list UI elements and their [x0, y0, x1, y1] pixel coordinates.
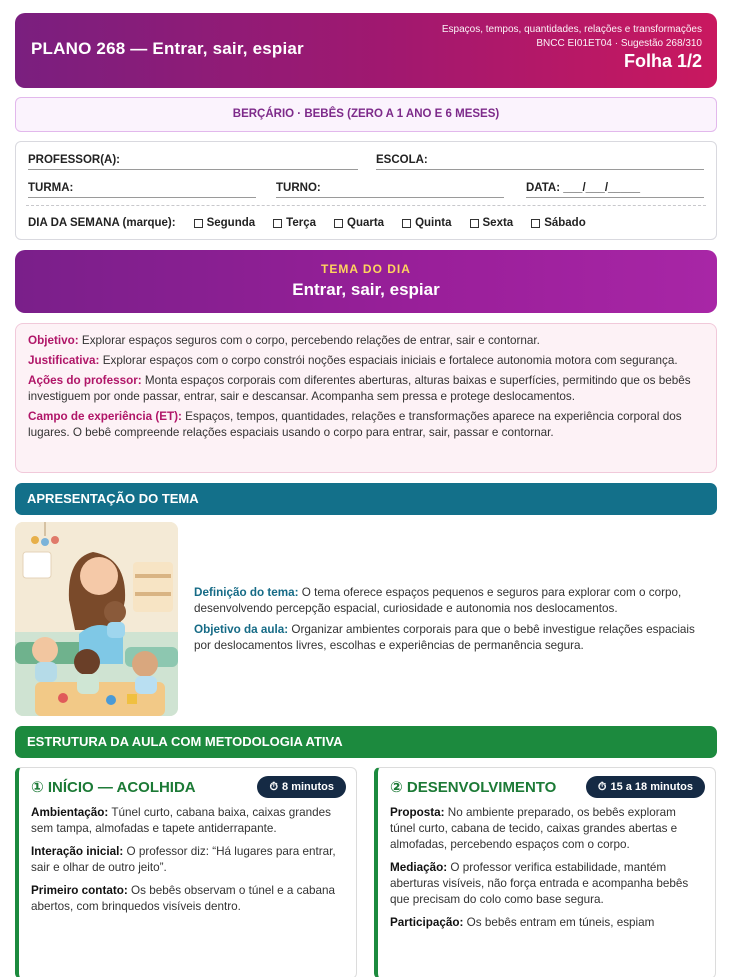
time-badge: ⏱ 15 a 18 minutos [586, 776, 705, 798]
objectives-box [15, 323, 717, 473]
theme-definition: Definição do tema: O tema oferece espaços pequenos e seguros para explorar com o corpo, desenvolvendo percepção espacial, curiosidade e autonomia nos deslocamentos. [194, 586, 682, 615]
stage-card-desenvolvimento [374, 767, 716, 977]
class-field[interactable]: TURMA: [28, 178, 256, 198]
stage-title: ① INÍCIO — ACOLHIDA [31, 779, 196, 796]
checkbox-icon [531, 219, 540, 228]
checkbox-sabado[interactable]: Sábado [531, 217, 586, 229]
stage-item: Participação: Os bebês entram em túneis, espiam [390, 916, 655, 929]
plan-title: PLANO 268 — Entrar, sair, espiar [31, 39, 304, 58]
structure-heading: ESTRUTURA DA AULA COM METODOLOGIA ATIVA [15, 726, 717, 758]
checkbox-icon [194, 219, 203, 228]
checkbox-icon [334, 219, 343, 228]
plan-header [15, 13, 717, 88]
checkbox-segunda[interactable]: Segunda [194, 217, 256, 229]
checkbox-quinta[interactable]: Quinta [402, 217, 451, 229]
checkbox-quarta[interactable]: Quarta [334, 217, 384, 229]
theme-label: TEMA DO DIA [321, 262, 411, 276]
checkbox-icon [470, 219, 479, 228]
teacher-actions-item: Ações do professor: Monta espaços corporais com diferentes aberturas, alturas baixas e superfícies, permitindo que os bebês investiguem por onde passar, entrar, sair e descansar. Acompanha sem pressa e protege deslocamentos. [28, 374, 691, 403]
time-badge: ⏱ 8 minutos [257, 776, 346, 798]
weekday-selector [28, 217, 586, 229]
lesson-goal: Objetivo da aula: Organizar ambientes corporais para que o bebê investigue relações espaciais por deslocamentos livres, escolhas e experiências de permanência segura. [194, 623, 695, 652]
checkbox-terca[interactable]: Terça [273, 217, 316, 229]
babies-teacher-illustration [15, 522, 178, 716]
weekday-label: DIA DA SEMANA (marque): [28, 217, 176, 229]
date-field[interactable]: DATA: ___/___/_____ [526, 178, 704, 198]
teacher-field[interactable]: PROFESSOR(A): [28, 150, 358, 170]
bncc-code: BNCC EI01ET04 · Sugestão 268/310 [536, 38, 702, 49]
shift-field[interactable]: TURNO: [276, 178, 504, 198]
presentation-heading: APRESENTAÇÃO DO TEMA [15, 483, 717, 515]
checkbox-sexta[interactable]: Sexta [470, 217, 514, 229]
checkbox-icon [402, 219, 411, 228]
stage-item: Primeiro contato: Os bebês observam o túnel e a cabana abertos, com brinquedos visíveis dentro. [31, 884, 336, 913]
presentation-text [194, 585, 714, 659]
theme-value: Entrar, sair, espiar [292, 280, 440, 299]
field-subtitle: Espaços, tempos, quantidades, relações e transformações [441, 24, 702, 35]
classroom-illustration [15, 522, 178, 716]
stage-item: Mediação: O professor verifica estabilidade, mantém aberturas visíveis, não força entrada e acompanha bebês que precisam do colo como base segura. [390, 861, 689, 906]
stage-item: Ambientação: Túnel curto, cabana baixa, caixas grandes sem tampa, almofadas e tapete antiderrapante. [31, 806, 331, 835]
justification-item: Justificativa: Explorar espaços com o corpo constrói noções espaciais iniciais e fortalece autonomia motora com segurança. [28, 354, 678, 367]
stopwatch-icon: ⏱ [269, 781, 279, 793]
experience-field-item: Campo de experiência (ET): Espaços, tempos, quantidades, relações e transformações aparece na experiência corporal dos lugares. O bebê compreende relações espaciais usando o corpo para entrar, sair, passar e contornar. [28, 410, 682, 439]
theme-banner [15, 250, 717, 313]
school-field[interactable]: ESCOLA: [376, 150, 704, 170]
stage-item: Interação inicial: O professor diz: “Há lugares para entrar, sair e olhar de outro jeito”. [31, 845, 336, 874]
header-meta [442, 24, 702, 72]
stage-card-inicio [15, 767, 357, 977]
sheet-number: Folha 1/2 [623, 51, 702, 71]
stage-item: Proposta: No ambiente preparado, os bebês exploram túnel curto, cabana de tecido, caixas grandes abertas e almofadas, percebendo espaços com o corpo. [390, 806, 678, 851]
checkbox-icon [273, 219, 282, 228]
stopwatch-icon: ⏱ [597, 781, 607, 793]
stage-title: ② DESENVOLVIMENTO [390, 779, 557, 796]
form-divider [26, 205, 706, 206]
identification-form [15, 141, 717, 240]
age-group-banner: BERÇÁRIO · BEBÊS (ZERO A 1 ANO E 6 MESES) [15, 97, 717, 132]
objective-item: Objetivo: Explorar espaços seguros com o corpo, percebendo relações de entrar, sair e contornar. [28, 334, 540, 347]
